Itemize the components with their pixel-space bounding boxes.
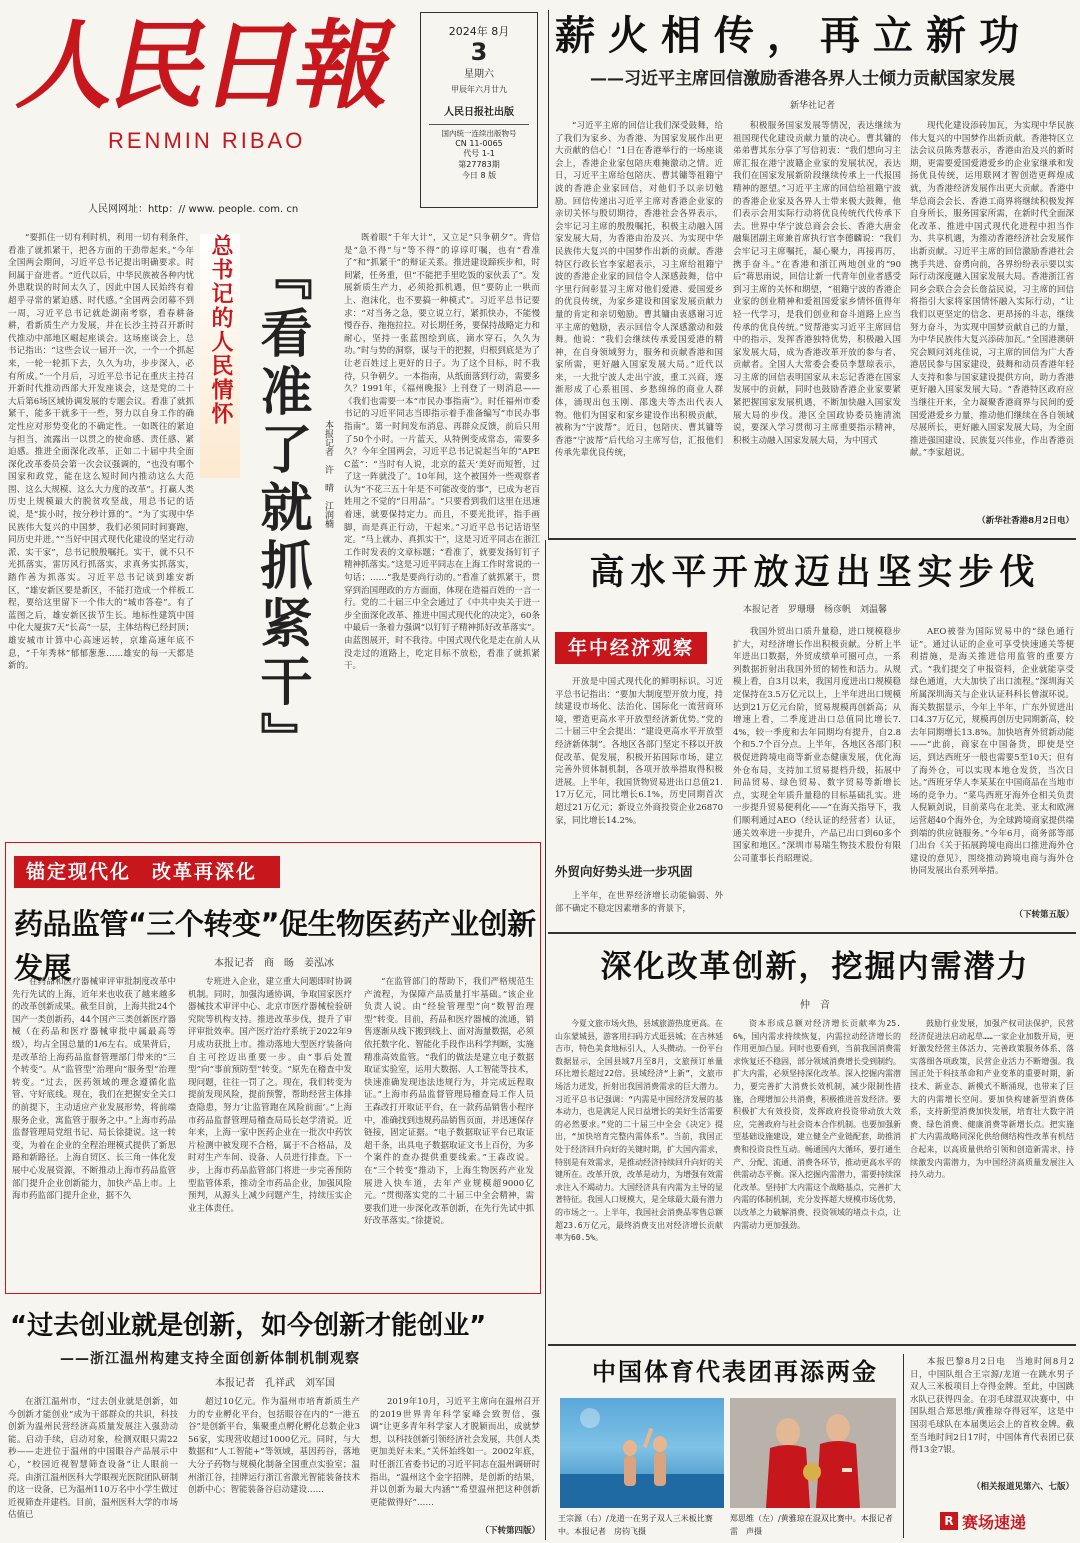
deepen-column-1: 今夏文旅市场火热，县域旅游热度更高。在山东蒙城县，游客用扫码方式逛县城；在吉林延吉市，特色美食地标引人，人头攒动。一份平台数据显示，全国县域7月至8月，文旅预订单量环比增长超过22倍。县域经济“上新”，文旅市场活力迸发，折射出我国消费需求的巨大潜力。习近平总书记强调：“内需是中国经济发展的基本动力，也是满足人民日益增长的美好生活需要的必然要求。”党的二十届三中全会《决定》提出，“加快培育完整内需体系”。当前，我国正处于经济回升向好的关键时期，扩大国内需求，特别是有效需求，是推动经济持续回升向好的关键所在。改革开放，改革是动力，为增强有效需求注入不竭动力。大国经济具有内需为主导的显著特征。我国人口规模大，是全球最大最有潜力的市场之一。上半年，我国社会消费品零售总额超23.6万亿元，最终消费支出对经济增长贡献率为60.5%。 bbox=[555, 1019, 723, 1243]
opening-footer: （下转第五版） bbox=[1014, 910, 1074, 920]
wenzhou-footer: （下转第四版） bbox=[480, 1526, 540, 1536]
wenzhou-column-2: 超过10亿元。作为温州市培育新质生产力的专业孵化平台，包括眼谷在内的“一港五谷”是创新平台，集聚重点孵化孵化总数企业356家，实现营收超过1000亿元。同时，与大数据和“人工智能+”等领域，基因药谷，落地大分子药物与规模化制备全国重点实验室；温州浙江谷，挂牌运行浙江省激光智能装备技术创新中心；智能装备谷启动建设…… bbox=[188, 1397, 360, 1496]
opening-subhead: 外贸向好势头进一步巩固 bbox=[555, 864, 693, 879]
lead-subtitle: ——习近平主席回信激励香港各界人士倾力贡献国家发展 bbox=[590, 69, 1015, 89]
commentary-byline: 本报记者 许 晴 江润楠 bbox=[323, 420, 333, 528]
deepen-column-3: 鼓励行业发展，加强产权司法保护，民营经济促进法启动起草……一家企业加数开局，更好激发经营主体活力、完善政策服务体系、落实落细各项政策，民营企业活力不断增强。我国正处于科技革命和产业变革的重要时期，新技术、新业态、新模式不断涌现，也带来了巨大的内需增长空间。要加快构建新型消费体系，支持新型消费加快发展，培育壮大数字消费、绿色消费、健康消费等新增长点。把实施扩大内需战略同深化供给侧结构性改革有机结合起来，以高质量供给引领和创造新需求，持续激发内需潜力，为中国经济高质量发展注入持久动力。 bbox=[910, 1019, 1074, 1180]
sports-text: 本报巴黎8月2日电 当地时间8月2日，中国队组合王宗源/龙道一在跳水男子双人三米板项目上夺得金牌。至此，中国跳水队已获得四金。在羽毛球混双决赛中，中国队组合郑思维/黄雅琼夺得冠军，这是中国羽毛球队在本届奥运会上的首枚金牌。截至当地时间2日17时，中国体育代表团已获得13金7银。 bbox=[910, 1357, 1074, 1456]
opening-column-1: 开放是中国式现代化的鲜明标识。习近平总书记指出：“要加大制度型开放力度，持续建设市场化、法治化、国际化一流营商环境，塑造更高水平开放型经济新优势。”党的二十届三中全会提出：“建设更高水平开放型经济新体制”。各地区各部门坚定不移以开放促改革、促发展，积极开拓国际市场，建立完善外贸体制机制，各项开放举措取得积极进展。上半年，我国货物贸易进出口总值21.17万亿元，同比增长6.1%，历史同期首次超过21万亿元；新设立外商投资企业26870家，同比增长14.2%。 bbox=[555, 677, 723, 826]
opening-byline: 本报记者 罗珊珊 杨彦帆 刘温馨 bbox=[742, 605, 887, 615]
opening-column-1b: 上半年，在世界经济增长动能偏弱、外部不确定不稳定因素增多的背景下， bbox=[555, 891, 723, 914]
reform-column-1: 在药品和医疗器械审评审批制度改革中先行先试的上海，近年来也收获了越来越多的改革创新成果。截至目前，上海共批24个国产一类创新药，44个国产三类创新医疗器械（在药品和医疗器械审批中属最高等级），均占全国总量的1/6左右。成果背后，是改革给上海药品监督管理部门带来的“三个转变”。从“监管型”治理向“服务型”治理转变。“过去，医药领域的理念遵循化监管、守好底线。现在，我们在把握安全关口的前提下，主动适应产业发展形势，将前端服务企业，寓监管于服务之中。”上海市药品监督管理局党组书记、局长徐捷说。这一转变，为着在企业的全程治理模式提供了新思路和新路径。上海自贸区、长三角一体化发展中心发展资源，不断推动上海市药品监管部门提升企业创新能力，加快产品上市。上海市药监部门提升企业，据不久 bbox=[12, 977, 176, 1202]
deepen-title: 深化改革创新，挖掘内需潜力 bbox=[600, 949, 1030, 985]
reform-column-2: 专班进入企业，建立重大问题即时协调机制。同时，加强沟通协调，争取国家医疗器械技术审评中心、北京市医疗器械检验研究院等机构支持。推进改革步伐，提升了审评审批效率。国产医疗治疗系统于2022年9月成功获批上市。推动落地大型医疗装备向自主可控迈出重要一步。由“事后处置型”向“事前预防型”转变。“原先在稽查中发现问题，往往一罚了之。现在，我们转变为提前发现风险，提前预警，帮助经营主体排查隐患，努力‘让监管跑在风险前面’。”上海市药品监督管理局稽查局局长赵学清说。近年来，上海一家中医药企业在一批次中药饮片检测中被发现不合格，属于不合格品，及时对生产车间、设备、人员进行排查。下一步，上海市药品监管部门将进一步完善预防型监管体系，推动全市药品企业，加强风险预判，从源头上减少问题产生，持续压实企业主体责任。 bbox=[188, 977, 352, 1214]
opening-column-2: 我国外贸出口质升量稳，进口规模稳步扩大，对经济增长作出积极贡献。分析上半年进出口数据，外贸成绩单可圈可点，一系列数据折射出我国外贸的韧性和活力。从规模上看，自3月以来，我国月度进出口规模稳定保持在3.5万亿元以上，上半年进出口规模达到21万亿元台阶，贸易规模再创新高；从增速上看，二季度进出口总值同比增长7.4%，较一季度和去年同期均有提升，自2.8个和5.7个百分点。上半年，各地区各部门积极促进跨境电商等新业态健康发展，优化海外仓布局，支持加工贸易提档升级，拓展中间品贸易、绿色贸易、数字贸易等新增长点，实现全年质升量稳的目标基础扎实。进一步提升贸易便利化——“在海关指导下，我们顺利通过AEO（经认证的经营者）认证，通关效率进一步提升，产品已出口到60多个国家和地区。”深圳市易瑞生物技术股份有限公司董事长肖昭理说。 bbox=[733, 627, 901, 864]
commentary-title: 『看准了就抓紧干』 bbox=[251, 248, 311, 770]
wenzhou-subtitle: ——浙江温州构建支持全面创新体制机制观察 bbox=[60, 1351, 360, 1367]
diving-caption: 王宗源（右）/龙道一在男子双人三米板比赛中。本报记者 房钧飞摄 bbox=[558, 1514, 713, 1536]
logo-calligraphy: 人民日報 bbox=[10, 9, 403, 122]
deepen-byline: 仲 音 bbox=[800, 1000, 830, 1011]
commentary-column-2: 既着眼“千年大计”，又立足“只争朝夕”。背信是“急不得”与“等不得”的谆谆叮嘱，也有“看准了”和“抓紧干”的辩证关系。推进建设蹄疾步和，时间紧，任务重，但“不能把手里吃饭的家伙丢了”。发展新质生产力，必须抢抓机遇，但“要防止一哄而上、泡沫化，也不要搞一种模式”。习近平总书记要求：“对当务之急，要立说立行，紧抓快办，不能慢慢吞吞、拖拖拉拉。对长期任务，要保持战略定力和耐心，坚持一张蓝图绘到底，滴水穿石，久久为功。”时与势的洞察，谋与干的把握，归根到底是为了让老百姓过上更好的日子。为了这个目标，时不我待，只争朝夕。一本指南，从纸面落到行动，需要多久？1991年，《福州晚报》上刊登了一则消息——《我们也需要一本“市民办事指南”》。时任福州市委书记的习近平同志当即指示着手准备编写“市民办事指南”。第一时间发布消息、再群众反馈，前后只用了50个小时。一片蓝天，从特例变成常态，需要多久？今年全国两会，习近平总书记说起当年的“APEC蓝”：“当时有人说，北京的蓝天‘美好而短暂，过了这一阵就没了’。10年间，这个被国外一些观察者认为“不花三五十年是不可能改变的事”，已成为老百姓用之不觉的“日用品”。“只要看到我们这里在迅速着速，就要保持定力。而且，不要光批评，指手画脚，而是真正行动，干起来。”习近平总书记话语坚定。“马上就办、真抓实干”，这是习近平同志在浙江工作时发表的文章标题；“看准了，就要发扬钉钉子精神抓落实。”这是习近平同志在上海工作时常说的一句话；……“我是要尚行动的。”看准了就抓紧干，贯穿到治国理政的方方面面，体现在造福百姓的一言一行。党的二十届三中全会通过了《中共中央关于进一步全面深化改革、推进中国式现代化的决定》，60条中最后一条着力强调“以钉钉子精神抓好改革落实”。由蓝图展开，时不我待。中国式现代化是走在前人从没走过的道路上，吃定目标不放松，看准了就抓紧干。 bbox=[344, 233, 540, 672]
date-box bbox=[420, 12, 538, 208]
issue-date: 2024年 8月 bbox=[448, 25, 510, 38]
sports-title: 中国体育代表团再添两金 bbox=[592, 1358, 878, 1386]
lead-title: 薪火相传，再立新功 bbox=[555, 13, 1032, 59]
masthead-logo bbox=[8, 6, 410, 172]
opening-banner: 年中经济观察 bbox=[555, 632, 707, 664]
lead-byline: 新华社记者 bbox=[789, 101, 835, 111]
diving-photo-art bbox=[560, 1398, 724, 1508]
page-count: 今日 8 版 bbox=[461, 171, 497, 180]
deepen-column-2: 资本形成总额对经济增长贡献率为25.6%，国内需求持续恢复，内需拉动经济增长的作用更加凸显。同时也要看到，当前我国消费需求恢复还不稳固，部分领域消费增长受到制约。扩大内需，必须坚持深化改革。深入挖掘内需潜力，要完善扩大消费长效机制，减少限制性措施，合理增加公共消费，积极推进首发经济。要积极扩大有效投资，发挥政府投资带动放大效应，完善政府与社会资本合作机制。也要加强新型基础设施建设，建立健全产业链配套，助推消费和投资良性互动。畅通国内大循环，要打通生产、分配、流通、消费各环节，推动更高水平的供需动态平衡。深入挖掘内需潜力，需要持续深化改革。坚持扩大内需这个战略基点，完善扩大内需的体制机制，充分发挥超大规模市场优势，以改革之力破解消费、投资领域的堵点卡点，让内需动力更加强劲。 bbox=[733, 1019, 901, 1230]
commentary-kicker bbox=[200, 234, 240, 478]
lead-column-1: “习近平主席的回信让我们深受鼓舞，给了我们为家乡、为香港、为国家发展作出更大贡献的信心！”1日在香港举行的一场座谈会上，香港企业家包陪庆难掩激动之情。近日，习近平主席给包陪庆、曹其镛等祖籍宁波的香港企业家回信，对他们予以亲切勉励。回信传递出习近平主席对香港企业家的亲切关怀与殷切期待，香港社会各界表示，会牢记习主席的殷殷嘱托，积极主动融入国家发展大局，为香港由治及兴、为实现中华民族伟大复兴的中国梦作出新的贡献。香港特区行政长官李家超表示，习主席给祖籍宁波的香港企业家的回信令人深感鼓舞，信中字里行间彰显习主席对他们爱港、爱国爱乡的优良传统，为家乡建设和国家发展贡献力量的肯定和亲切勉励。曹其镛由衷感谢习近平主席的勉励，表示回信令人深感激动和鼓舞。他说：“我们会继续传承爱国爱港的精神，在自身领域努力，服务和贡献香港和国家所需，更好融入国家发展大局。”近代以来，一大批宁波人走出宁波，重工兴商，逐渐形成了心系祖国、乡愁绵绵的商业人群体，涌现出包玉刚、邵逸夫等杰出代表人物。他们为国家和家乡建设作出积极贡献，被称为“宁波帮”。近日，包陪庆、曹其镛等香港“宁波帮”后代给习主席写信，汇报他们传承先辈优良传统， bbox=[555, 121, 723, 459]
opening-title: 高水平开放迈出坚实步伐 bbox=[589, 553, 1041, 593]
issue-number: 第27783期 bbox=[458, 160, 500, 169]
reform-column-3: “在监管部门的帮助下，我们严格规范生产流程，为保障产品质量打牢基础。”该企业负责人说。由“经验管理型”向“数智治理型”转变。目前，药品和医疗器械的流通，销售逐渐从线下搬到线上、面对海量数据，必须依托数字化、智能化手段作出科学判断，实施精准高效监管。“我们的做法是建立电子数据取证实验室，运用大数据、人工智能等技术，快速准确发现违法违规行为，并完成远程取证。”上海市药品监督管理局稽查局工作人员王森改打开取证平台，在一款药品销售小程序中，准确找到违规药品销售页面，并迅速保存链接，固定证据。“电子数据取证平台已取证超千条，出具电子数据取证文书上百份，为多个案件的查办提供重要线索。”王森改说。在“三个转变”推动下，上海生物医药产业发展进入快车道，去年产业规模超9000亿元。“贯彻落实党的二十届三中全会精神，需要我们进一步深化改革创新，在先行先试中抓好改革落实。”徐捷说。 bbox=[364, 977, 535, 1227]
publisher: 人民日报社出版 bbox=[444, 107, 514, 118]
wenzhou-column-1: 在浙江温州市，“过去创业就是创新，如今创新才能创业”成为干部群众的共识，科技创新为温州民营经济高质量发展注入强劲动能。启动手续，启动对象，检测双眼只需22秒——走进位于温州的中国眼谷产品展示中心，“校园近视智慧筛查设备”让人眼前一亮。由浙江温州医科大学眼视光医院团队研制的这一设备，已为温州110万名中小学生做过近视筛查并建档。目前，温州医科大学的市场估值已 bbox=[8, 1397, 179, 1521]
logo-pinyin: RENMIN RIBAO bbox=[108, 128, 306, 153]
badminton-photo bbox=[730, 1398, 896, 1508]
cn-number: CN 11-0065 bbox=[455, 139, 503, 148]
wenzhou-column-3: 2019年10月，习近平主席向在温州召开的2019世界青年科学家峰会致贺信，强调“让更多青年科学家人才脱颖而出，成就梦想，以科技创新引领经济社会发展，共创人类更加美好未来。”关怀始终如一。2002年底，时任浙江省委书记的习近平同志在温州调研时指出，“温州这个金字招牌，是创新的结果，并以创新为最大内涵”“希望温州把这种创新更能做得好”…… bbox=[370, 1397, 541, 1508]
commentary-kicker-text: 总书记的人民情怀 bbox=[208, 234, 233, 426]
wenzhou-title: “过去创业就是创新，如今创新才能创业” bbox=[10, 1311, 487, 1341]
opening-column-3: AEO被誉为国际贸易中的“绿色通行证”。通过认证的企业可享受快速通关等便利措施，是海关推进信用监管的重要方式。“我们提交了申报资料，企业就能享受绿色通道，大大加快了出口流程。”深圳海关所属深圳海关与企业认证科科长曾淑环说。海关数据显示，今年上半年，广东外贸进出口4.37万亿元，规模再创历史同期新高，较去年同期增长13.8%。加快培育外贸新动能——“此前，商家在中国备货，即使是空运，到达西班牙一般也需要5至10天；但有了海外仓，可以实现本地仓发货，当次日达。”西班牙华人李某某在中国商品在当地市场的竞争力。“菜鸟西班牙海外仓相关负责人倪颖剑说，目前菜鸟在北美、亚太和欧洲运营超40个海外仓，为全球跨境商家提供端到端的供应链服务。”今年6月，商务部等部门出台《关于拓展跨境电商出口推进海外仓建设的意见》，围绕推动跨境电商与海外仓协同发展出台系列举措。 bbox=[910, 627, 1074, 877]
sports-logo-text: 赛场速递 bbox=[962, 1512, 1027, 1532]
diving-photo bbox=[560, 1398, 724, 1508]
lead-column-2: 积极服务国家发展等情况，表达继续为祖国现代化建设贡献力量的决心。曹其镛的弟弟曹其东分享了写信初衷：“我们想向习主席汇报在港宁波籍企业家的发展状况，表达我们在国家发展新阶段继续传承上一代报国精神的愿望。”习近平主席的回信给祖籍宁波的香港企业家及各界人士带来极大鼓舞，他们表示会用实际行动将优良传统代代传承下去。世界中华宁波总商会会长、香港大唐金融集团副主席兼首席执行官李德麟说：“我们会牢记习主席嘱托，凝心聚力，再接再厉，携手奋斗。”在香港和浙江两地创业的“90后”蒋思雨说，回信让新一代青年创业者感受到习主席的关怀和期望，“祖籍宁波的香港企业家的创业精神和爱祖国爱家乡情怀值得年轻一代学习，是我们创业和奋斗道路上应当传承的优良传统。”贸帮港实习近平主席回信中的指示，发挥香港独特优势，积极融入国家发展大局，成为香港改革开放的参与者、贡献者。全国人大常委会委员李慧琼表示，习主席的回信表明国家从未忘记香港在国家发展中的贡献，同时也鼓励香港企业家要紧紧把握国家发展机遇，不断加快融入国家发展大局的步伐。港区全国政协委员施清流说，要深入学习贯彻习主席重要指示精神，积极主动融入国家发展大局，为中国式 bbox=[733, 121, 901, 446]
sports-footer: （相关报道见第六、七版） bbox=[971, 1482, 1074, 1492]
badminton-photo-art bbox=[730, 1398, 896, 1508]
reform-title: 药品监管“三个转变”促生物医药产业创新发展 bbox=[14, 907, 536, 985]
lead-footer: （新华社香港8月2日电） bbox=[977, 516, 1074, 526]
lead-column-3: 现代化建设添砖加瓦，为实现中华民族伟大复兴的中国梦作出新贡献。香港特区立法会议员陈秀慧表示，香港由治及兴的新时期，更需要爱国爱港爱乡的企业家继承和发扬优良传统，运用联网才智创造更辉煌成就，为香港经济发展作出更大贡献。香港中华总商会会长、香港工商界将继续积极发挥自身所长，服务国家所需，在新时代全面深化改革、推进中国式现代化进程中担当作为、共享机遇，为推动香港经济社会发展作出新贡献。习近平主席的回信激励香港社会携手共进、奋勇向前，各界纷纷表示要以实际行动深度融入国家发展大局。香港浙江省同乡会联合会会长詹益民说，习主席的回信将指引大家将家国情怀融入实际行动，“让我们以更坚定的信念、更昂扬的斗志，继续努力奋斗，为实现中国梦贡献自己的力量，为中华民族伟大复兴添砖加瓦。”全国港澳研究会顾问刘兆佳说，习主席的回信为广大香港居民参与国家建设，鼓舞和动员香港年轻人支持和参与国家建设提供方向，助力香港更好融入国家发展大局。“香港特区政府应当继往开来，全力凝聚香港商界与民间的爱国爱港爱乡力量，推动他们继续在各自领域尽展所长，更好融入国家发展大局，为全面推进强国建设、民族复兴伟业，作出香港贡献。”李家超说。 bbox=[910, 121, 1074, 459]
issn-label: 国内统一连续出版物号 bbox=[441, 129, 517, 138]
sports-logo bbox=[940, 1508, 1070, 1534]
issue-lunar: 甲辰年六月廿九 bbox=[451, 85, 507, 94]
reform-banner: 锚定现代化 改革再深化 bbox=[14, 856, 280, 888]
badminton-caption: 郑思维（左）/黄雅琼在混双比赛中。本报记者 雷 声摄 bbox=[730, 1514, 901, 1536]
masthead-website: 人民网网址：http：// www. people. com. cn bbox=[88, 204, 299, 215]
sports-logo-icon: R bbox=[940, 1512, 958, 1530]
issue-weekday: 星期六 bbox=[464, 69, 494, 80]
wenzhou-byline: 本报记者 孔祥武 刘军国 bbox=[215, 1378, 335, 1389]
commentary-column-1: “要抓住一切有利时机，利用一切有利条件，看准了就抓紧干，把各方面的干劲带起来。”今年全国两会期间，习近平总书记提出明确要求。时间属于奋进者。“近代以后，中华民族被各种内忧外患耽误的时间太久了，因此中国人民始终有着超乎寻常的紧迫感、时代感。”全国两会闭幕不到一周，习近平总书记就赴湖南考察，看春耕备耕，看新质生产力发展，并在长沙主持召开新时代推动中部地区崛起座谈会。这场座谈会上，总书记指出：“这些会议一届开一次，一个一个抓起来，一轮一轮抓下去，久久为功，步步深入，必有所成。”一个月后，习近平总书记在重庆主持召开新时代推动西部大开发座谈会，这是党的二十大后第6场区域协调发展的专题会议。看准了就抓紧干，能多干就多干一些，努力以自身工作的确定性应对形势变化的不确定性。一如既往的紧迫与担当，流露出一以贯之的使命感、责任感、紧迫感。推进全面深化改革，正如二十届中共全面深化改革委员会第一次会议强调的，“也没有哪个国家和政党，能在这么短时间内推动这么大范围、这么大规模、这么大力度的改革”。打赢人类历史上规模最大的脱贫攻坚战，用总书记的话说，是“拔小时，按分秒计算的”。“为了实现中华民族伟大复兴的中国梦，我们必须同时间赛跑，同历史并进。”“当好中国式现代化建设的坚定行动派、实干家”，总书记殷殷嘱托。实干，就不只不光抓落实，雷厉风行抓落实，求真务实抓落实，踏作善为抓落实。习近平总书记谈到雄安新区，“雄安新区要是新区，不能打造成一个样板工程，要给这里留下一个伟大的“城市答卷”。有了蓝图之后，雄安新区拔节生长。地标性建筑中国中化大厦拔7天“长高”一层，主体结构已经封顶；雄安城市计算中心高速运转，京雄高速年底不息，“千年秀林”郁郁葱葱……雄安的每一天都是新的。 bbox=[8, 233, 194, 672]
reform-byline: 本报记者 商 旸 姜泓冰 bbox=[214, 958, 334, 969]
code-number: 代号 1-1 bbox=[463, 149, 495, 158]
issue-day: 3 bbox=[470, 38, 488, 66]
